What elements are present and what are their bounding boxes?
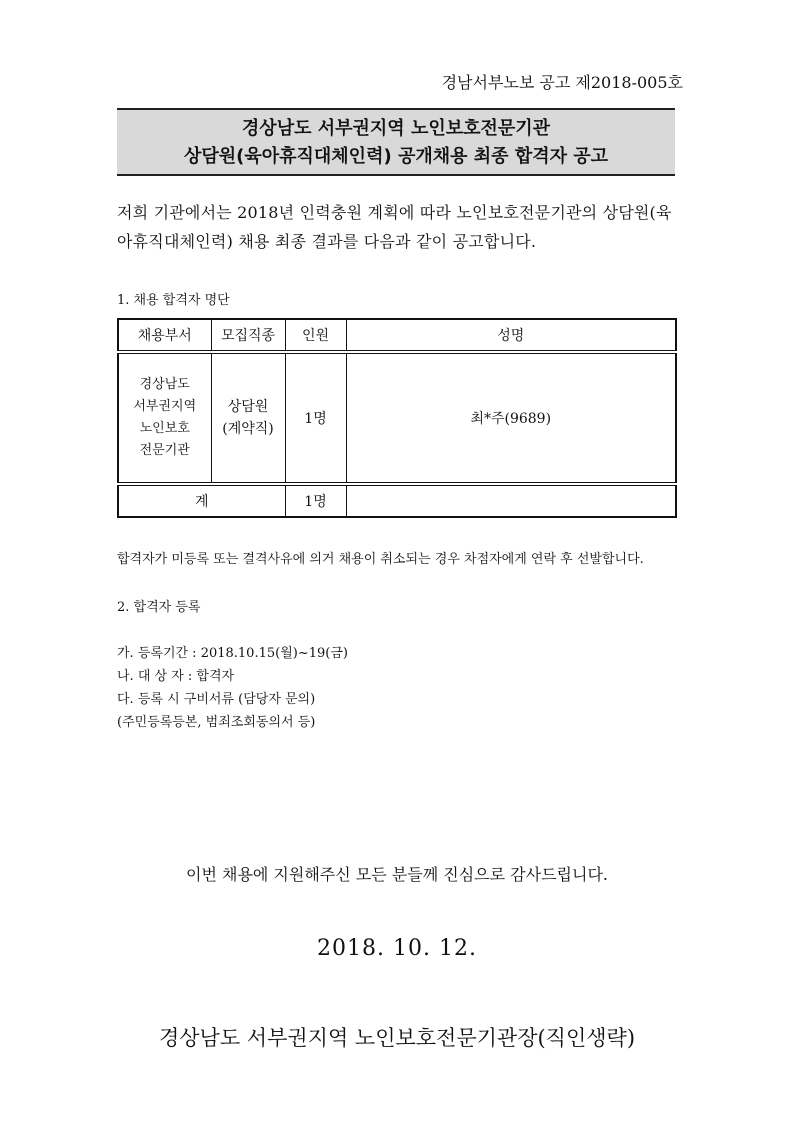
header-job: 모집직종: [211, 319, 285, 352]
cell-job: [211, 352, 285, 484]
dept-line: 전문기관: [139, 443, 190, 458]
signer: 경상남도 서부권지역 노인보호전문기관장(직인생략): [158, 1026, 636, 1050]
registration-list: [117, 642, 348, 734]
registration-item: 가. 등록기간 : 2018.10.15(월)~19(금): [117, 646, 348, 661]
announcement-title: [117, 108, 675, 176]
document-number: 경남서부노보 공고 제2018-005호: [441, 73, 683, 92]
header-count: 인원: [285, 319, 346, 352]
section-1-heading: 1. 채용 합격자 명단: [117, 293, 230, 308]
hire-result-table: [117, 318, 677, 518]
title-line-1: 경상남도 서부권지역 노인보호전문기관: [241, 118, 551, 139]
table-header-row: [118, 319, 676, 352]
section-2-heading: 2. 합격자 등록: [117, 600, 201, 615]
intro-paragraph: 저희 기관에서는 2018년 인력충원 계획에 따라 노인보호전문기관의 상담원(육아휴직대체인력) 채용 최종 결과를 다음과 같이 공고합니다.: [117, 203, 672, 251]
registration-item: (주민등록등본, 범죄조회동의서 등): [117, 715, 316, 730]
announcement-date: 2018. 10. 12.: [317, 936, 477, 961]
cell-name: 최*주(9689): [346, 352, 676, 484]
registration-item: 나. 대 상 자 : 합격자: [117, 669, 235, 684]
dept-line: 경상남도: [139, 377, 190, 392]
header-dept: 채용부서: [118, 319, 211, 352]
table-row: [118, 352, 676, 484]
job-line: (계약직): [222, 421, 274, 437]
dept-line: 서부권지역: [133, 399, 197, 414]
title-line-2: 상담원(육아휴직대체인력) 공개채용 최종 합격자 공고: [183, 146, 609, 167]
registration-item: 다. 등록 시 구비서류 (담당자 문의): [117, 692, 316, 707]
notice-text: 합격자가 미등록 또는 결격사유에 의거 채용이 취소되는 경우 차점자에게 연락 후 선발합니다.: [117, 552, 644, 567]
header-name: 성명: [346, 319, 676, 352]
job-line: 상담원: [227, 399, 269, 415]
cell-dept: [118, 352, 211, 484]
dept-line: 노인보호: [139, 421, 190, 436]
total-count: 1명: [285, 484, 346, 517]
table-total-row: [118, 484, 676, 517]
total-name: [346, 484, 676, 517]
thanks-message: 이번 채용에 지원해주신 모든 분들께 진심으로 감사드립니다.: [185, 865, 608, 884]
total-label: 계: [118, 484, 285, 517]
cell-count: 1명: [285, 352, 346, 484]
